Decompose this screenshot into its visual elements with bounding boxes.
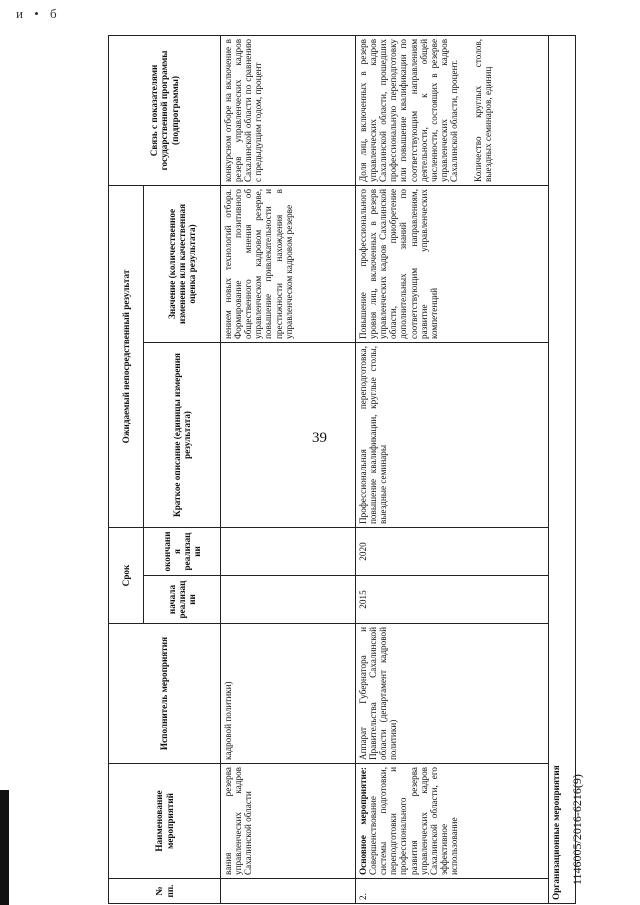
cell-link-text-2: Количество круглых столов, выездных семинаров, единиц — [473, 38, 494, 182]
cell-brief — [221, 342, 356, 527]
header-term-end: окончания реализации — [144, 527, 221, 575]
action-plan-table — [108, 35, 576, 904]
cell-name — [356, 764, 549, 879]
scan-edge-mark — [0, 790, 9, 905]
header-term-start: начала реализации — [144, 576, 221, 624]
cell-link: конкурсном отборе на включение в резерв управленческих кадров Сахалинской области по сравнению с предыдущим годом, процент — [221, 35, 356, 185]
cell-executor: кадровой политики) — [221, 624, 356, 764]
rotated-table-container — [108, 36, 561, 904]
header-row-1 — [109, 35, 144, 903]
table-row — [221, 35, 356, 903]
header-value: Значение (количественное изменение или качественная оценка результата) — [144, 185, 221, 342]
cell-start: 2015 — [356, 576, 549, 624]
document-code: 1146005/2016-6216(9) — [570, 774, 584, 885]
header-link: Связь с показателями государственной программы (подпрограммы) — [109, 35, 221, 185]
cell-end: 2020 — [356, 527, 549, 575]
header-num: № пп. — [109, 879, 221, 904]
section-title: Организационные мероприятия — [549, 35, 576, 903]
document-sheet — [108, 36, 561, 904]
cell-brief: Профессиональная переподготовка, повышение квалификации, круглые столы, выездные семинары — [356, 342, 549, 527]
cell-link — [356, 35, 549, 185]
header-executor: Исполнитель мероприятия — [109, 624, 221, 764]
cell-link-text: Доля лиц, включенных в резерв управленческих кадров Сахалинской области, прошедших профессиональную переподготовку или повышение квалификации по соответствующим направлениям деятельности, к общей численности, состоящих в резерве управленческих кадров Сахалинской области, процент. — [358, 38, 459, 182]
cell-start — [221, 576, 356, 624]
page-number: 39 — [312, 430, 327, 446]
cell-value: Повышение профессионального уровня лиц, включенных в резерв управленческих кадров Сахалинской области, приобретение дополнительных знаний по соответствующим направлениям, развитие управленческих компетенций — [356, 185, 549, 342]
header-expected: Ожидаемый непосредственный результат — [109, 185, 144, 527]
cell-num: 2. — [356, 879, 549, 904]
cell-end — [221, 527, 356, 575]
cell-executor: Аппарат Губернатора и Правительства Сахалинской области (департамент кадровой политики) — [356, 624, 549, 764]
header-name: Наименование мероприятий — [109, 764, 221, 879]
cell-name-bold: Основное мероприятие: — [358, 767, 368, 875]
header-term: Срок — [109, 527, 144, 623]
corner-marks: и • б — [16, 6, 61, 21]
cell-name: вания резерва управленческих кадров Сахалинской области — [221, 764, 356, 879]
cell-num — [221, 879, 356, 904]
cell-name-text: Совершенствование системы подготовки, переподготовки и профессионального развития резерва управленческих кадров Сахалинской области, его эффективное использование — [368, 767, 459, 875]
cell-value: нением новых технологий отбора. Формирование позитивного общественного мнения об управленческом кадровом резерве, повышение привлекательности и престижности нахождения в управленческом кадровом резерве — [221, 185, 356, 342]
table-row — [356, 35, 549, 903]
section-row — [549, 35, 576, 903]
header-brief: Краткое описание (единицы измерения результата) — [144, 342, 221, 527]
